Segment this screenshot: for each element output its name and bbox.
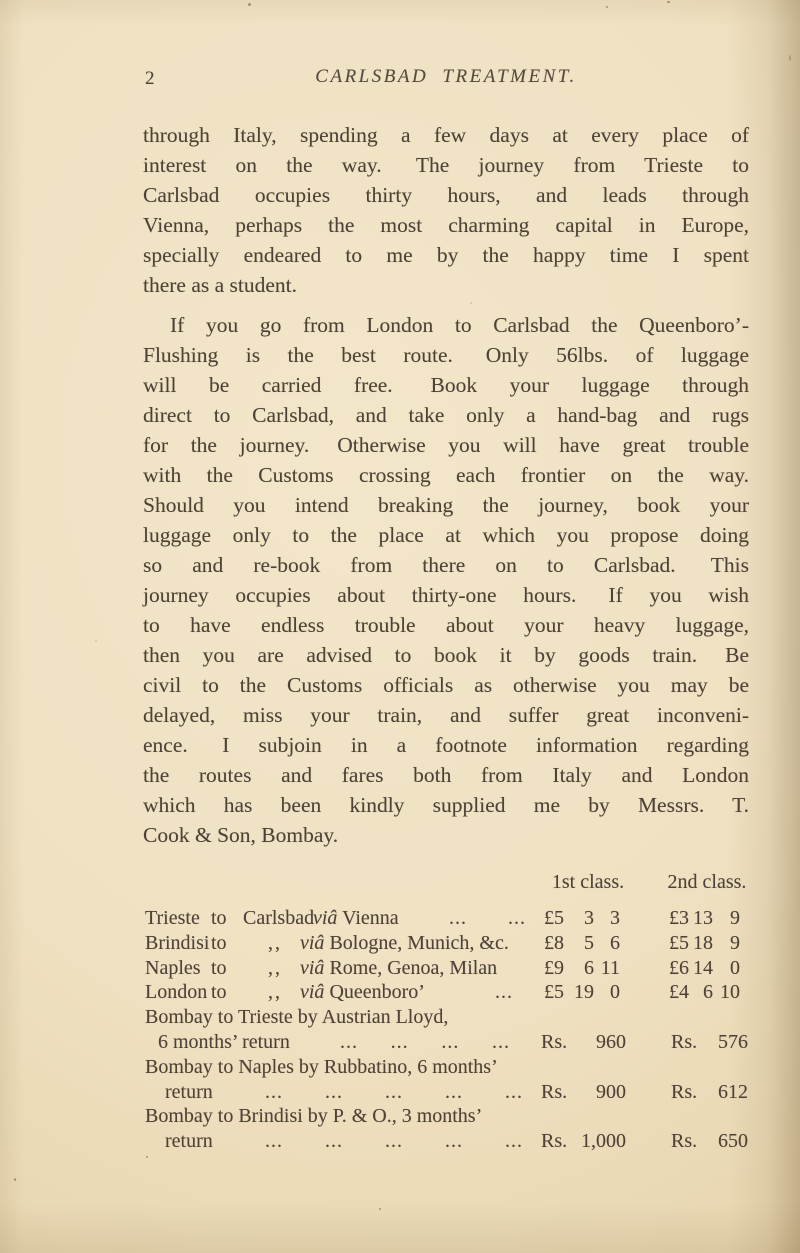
fare-route: viâ Vienna (313, 907, 399, 929)
leader-dot-group: ... (441, 1030, 460, 1053)
second-class-fare (671, 1129, 748, 1154)
paper-speck (470, 302, 472, 304)
leader-dots: ... (449, 907, 467, 929)
fare-route: viâ Rome, Genoa, Milan (300, 956, 498, 979)
text-line: with the Customs crossing each frontier on the way. (143, 463, 749, 487)
pounds: £3 (669, 907, 689, 929)
body-text (143, 120, 749, 850)
paper-speck (14, 1178, 16, 1181)
steamer-return-label: return (165, 1080, 213, 1103)
text-line: journey occupies about thirty-one hours. If you wish (143, 583, 749, 607)
paper-speck (95, 640, 97, 642)
leader-dots: ... (495, 981, 513, 1004)
leader-dot-group: ... (445, 1080, 463, 1103)
via-label: viâ (300, 981, 325, 1004)
fare-origin: Brindisi (145, 931, 210, 954)
pence: 9 (730, 907, 740, 929)
text-line: to have endless trouble about your heavy luggage, (143, 613, 749, 637)
text-line: so and re-book from there on to Carlsbad. This (143, 553, 749, 577)
leader-dot-group: ... (325, 1080, 343, 1103)
pounds: £9 (544, 956, 564, 979)
steamer-row-label (143, 1055, 749, 1080)
fare-to-label: to (211, 956, 227, 979)
steamer-row-values (143, 1080, 749, 1105)
text-line: which has been kindly supplied me by Messrs. T. (143, 793, 749, 817)
second-class-fare (671, 1030, 748, 1055)
steamer-row-label (143, 1104, 749, 1129)
amount: 612 (718, 1080, 748, 1103)
pounds: £8 (544, 931, 564, 954)
text-line: Cook & Son, Bombay. (143, 823, 339, 847)
pounds: £5 (669, 931, 689, 954)
pence: 10 (720, 981, 740, 1004)
pence: 11 (600, 956, 620, 979)
page-number: 2 (145, 68, 155, 89)
leader-dot-group: ... (265, 1080, 283, 1103)
steamer-route: Bombay to Naples by Rubbatino, 6 months’ (145, 1055, 498, 1078)
footnote-fares-table (143, 867, 749, 1154)
fare-to-label: to (211, 981, 227, 1004)
shillings: 19 (574, 981, 594, 1004)
text-line: direct to Carlsbad, and take only a hand-bag and rugs (143, 403, 749, 427)
steamer-row-values (143, 1030, 749, 1055)
first-class-fare (541, 1080, 626, 1105)
fare-to-label: to (211, 931, 227, 954)
leader-dots (265, 1080, 523, 1105)
fare-route: viâ Bologne, Munich, &c. (300, 931, 509, 954)
via-label: viâ (300, 956, 325, 979)
first-class-fare (541, 1030, 626, 1055)
pounds: £5 (544, 907, 564, 929)
second-class-fare (653, 980, 740, 1005)
pence: 0 (610, 981, 620, 1004)
paper-speck (146, 1156, 148, 1158)
shillings: 3 (584, 907, 594, 929)
text-line: ence. I subjoin in a footnote information regarding (143, 733, 749, 757)
text-line: civil to the Customs officials as otherwise you may be (143, 673, 749, 697)
shillings: 5 (584, 931, 594, 954)
pence: 0 (730, 956, 740, 979)
leader-dot-group: ... (491, 1030, 510, 1053)
paper-speck (789, 55, 791, 61)
leader-dot-group: ... (265, 1130, 283, 1153)
fare-origin: Naples (145, 956, 201, 979)
fare-rows (143, 906, 749, 1005)
amount: 650 (718, 1130, 748, 1153)
first-class-fare (541, 1129, 626, 1154)
second-class-fare (671, 1080, 748, 1105)
leader-dot-group: ... (340, 1030, 358, 1053)
pence: 3 (610, 907, 620, 929)
currency-label: Rs. (541, 1030, 568, 1053)
first-class-fare (536, 956, 620, 981)
running-title: CARLSBAD TREATMENT. (315, 66, 577, 87)
second-class-fare (653, 956, 740, 981)
paper-speck (248, 3, 251, 6)
paper-speck (379, 1208, 381, 1210)
text-line: luggage only to the place at which you propose doing (143, 523, 749, 547)
col-header-first-class: 1st class. (551, 871, 625, 893)
fare-route: viâ Queenboro’ (300, 981, 425, 1004)
paper-speck (606, 6, 608, 8)
fare-destination: ,, (268, 981, 282, 1004)
currency-label: Rs. (541, 1080, 568, 1103)
text-line: there as a student. (143, 273, 298, 297)
fare-row (143, 906, 749, 931)
leader-dot-group: ... (505, 1130, 523, 1153)
via-label: viâ (300, 931, 325, 954)
pence: 9 (730, 931, 740, 954)
steamer-row-values (143, 1129, 749, 1154)
paragraph-2 (143, 310, 749, 850)
amount: 576 (718, 1030, 748, 1053)
text-line: Carlsbad occupies thirty hours, and leads through (143, 183, 749, 207)
table-header-row (143, 867, 749, 895)
fare-destination: ,, (268, 956, 282, 979)
pounds: £5 (544, 981, 564, 1004)
text-line: Should you intend breaking the journey, book your (143, 493, 749, 517)
text-line: through Italy, spending a few days at every place of (143, 123, 749, 147)
col-header-second-class: 2nd class. (667, 871, 747, 893)
leader-dots (265, 1129, 523, 1154)
shillings: 13 (693, 907, 713, 929)
fare-row (143, 931, 749, 956)
fare-destination: ,, (268, 931, 282, 954)
leader-dot-group: ... (505, 1080, 523, 1103)
fare-row (143, 980, 749, 1005)
first-class-fare (536, 931, 620, 956)
leader-dots (340, 1030, 510, 1055)
currency-label: Rs. (671, 1030, 698, 1053)
second-class-fare (653, 931, 740, 956)
currency-label: Rs. (541, 1130, 568, 1153)
text-line: If you go from London to Carlsbad the Queenboro’- (170, 313, 749, 337)
text-line: will be carried free. Book your luggage through (143, 373, 749, 397)
shillings: 6 (584, 956, 594, 979)
steamer-return-label: 6 months’ return (158, 1030, 290, 1053)
pounds: £6 (669, 956, 689, 979)
text-line: then you are advised to book it by goods train. Be (143, 643, 749, 667)
steamer-route: Bombay to Brindisi by P. & O., 3 months’ (145, 1105, 483, 1128)
amount: 1,000 (581, 1130, 626, 1153)
shillings: 6 (703, 981, 713, 1004)
text-line: delayed, miss your train, and suffer great inconveni- (143, 703, 749, 727)
pence: 6 (610, 931, 620, 954)
currency-label: Rs. (671, 1130, 698, 1153)
currency-label: Rs. (671, 1080, 698, 1103)
steamer-rows (143, 1005, 749, 1154)
fare-origin: London (145, 981, 208, 1004)
leader-dot-group: ... (385, 1080, 403, 1103)
steamer-route: Bombay to Trieste by Austrian Lloyd, (145, 1006, 449, 1029)
text-line: interest on the way. The journey from Trieste to (143, 153, 749, 177)
amount: 900 (596, 1080, 626, 1103)
first-class-fare (536, 906, 620, 931)
shillings: 18 (693, 931, 713, 954)
paper-speck (667, 1, 670, 3)
leader-dot-group: ... (325, 1130, 343, 1153)
leader-dot-group: ... (390, 1030, 409, 1053)
leader-dot-group: ... (445, 1130, 463, 1153)
via-label: viâ (313, 907, 338, 929)
fare-row (143, 956, 749, 981)
paragraph-1 (143, 120, 749, 300)
page-header (143, 66, 749, 94)
fare-destination: Carlsbad (243, 907, 315, 929)
second-class-fare (653, 906, 740, 931)
steamer-return-label: return (165, 1130, 213, 1153)
leader-dot-group: ... (385, 1130, 403, 1153)
text-line: specially endeared to me by the happy time I spent (143, 243, 749, 267)
steamer-row-label (143, 1005, 749, 1030)
fare-to-label: to (211, 907, 227, 929)
fare-origin: Trieste (145, 907, 200, 929)
text-line: the routes and fares both from Italy and London (143, 763, 749, 787)
amount: 960 (596, 1030, 626, 1053)
leader-dots: ... (508, 907, 526, 929)
text-line: Vienna, perhaps the most charming capital in Europe, (143, 213, 749, 237)
shillings: 14 (693, 956, 713, 979)
text-line: for the journey. Otherwise you will have great trouble (143, 433, 749, 457)
first-class-fare (536, 980, 620, 1005)
text-line: Flushing is the best route. Only 56lbs. of luggage (143, 343, 749, 367)
pounds: £4 (669, 981, 689, 1004)
